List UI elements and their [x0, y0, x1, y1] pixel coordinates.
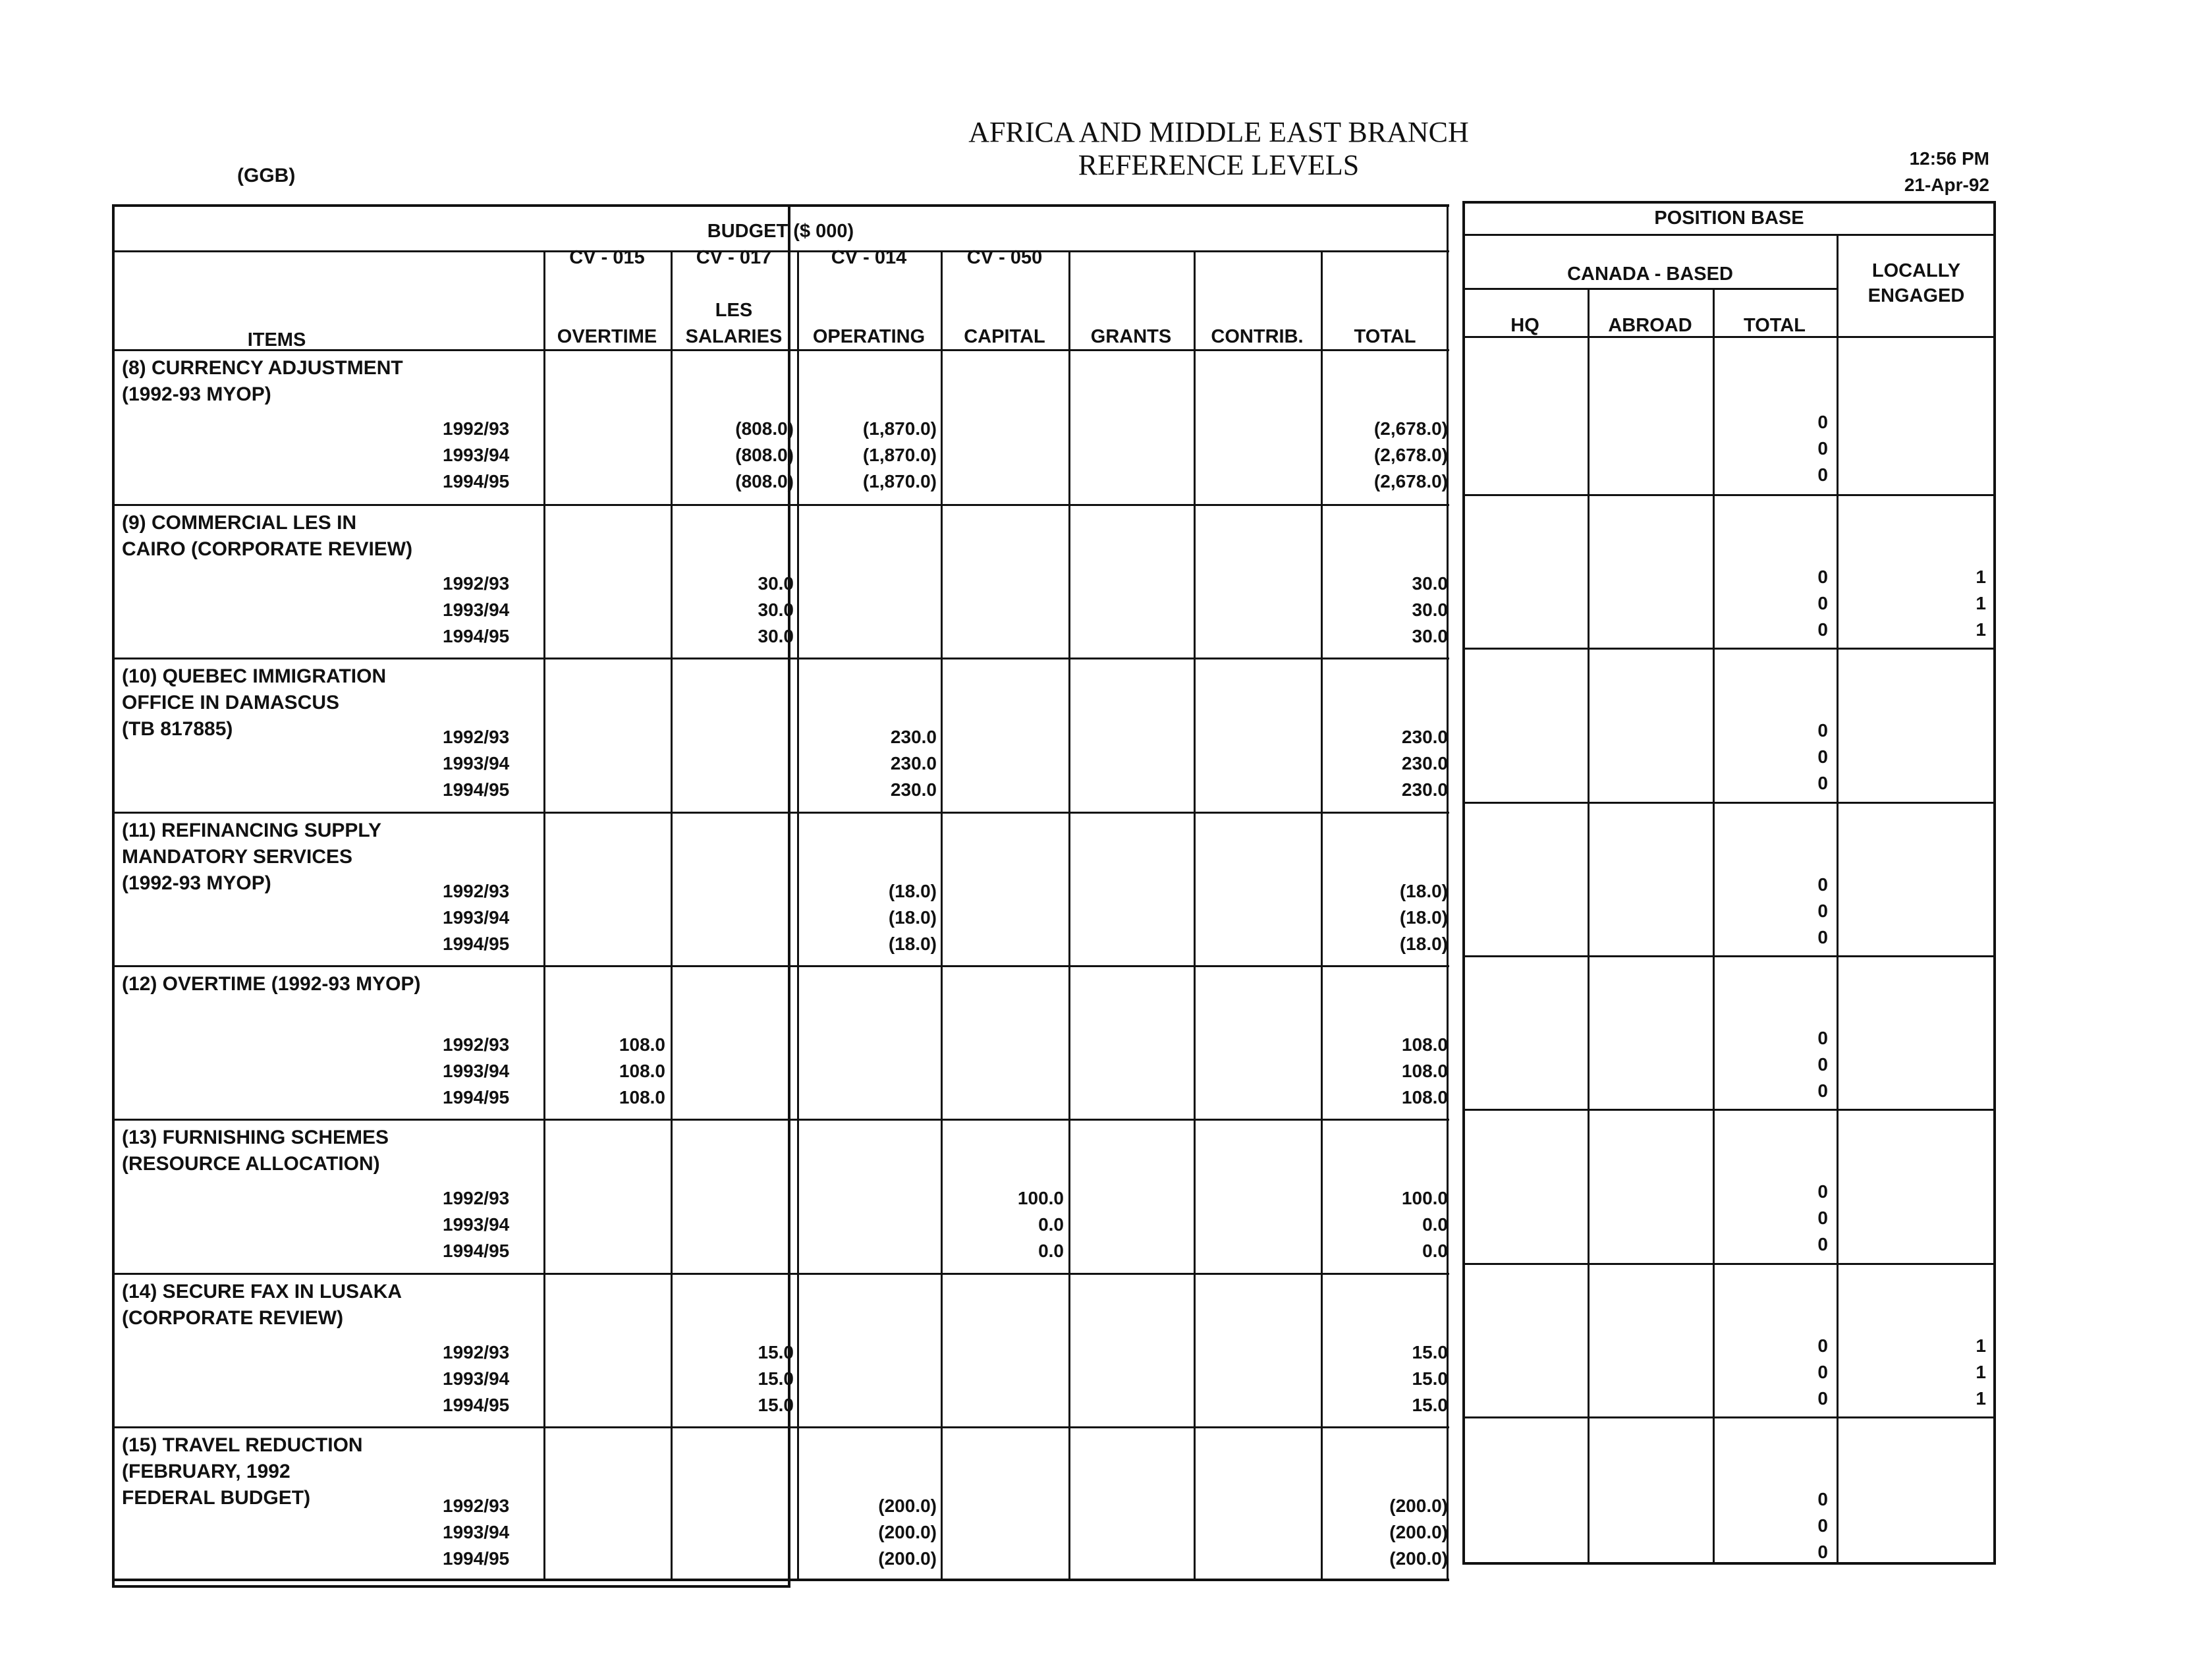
- year-label: 1994/95: [443, 1548, 510, 1569]
- cell-operating: (18.0): [888, 881, 937, 901]
- cell-pos-total: 0: [1817, 1489, 1828, 1509]
- col-code-salaries: CV - 017: [696, 247, 772, 268]
- cell-operating: (200.0): [878, 1496, 937, 1516]
- year-label: 1993/94: [443, 907, 510, 928]
- year-label: 1994/95: [443, 779, 510, 800]
- year-label: 1992/93: [443, 1034, 510, 1055]
- year-label: 1993/94: [443, 1214, 510, 1235]
- cell-locally-engaged: 1: [1976, 593, 1986, 613]
- col-line-grants: [1068, 250, 1070, 1581]
- cell-pos-total: 0: [1817, 720, 1828, 741]
- section-title: (RESOURCE ALLOCATION): [122, 1153, 380, 1175]
- year-label: 1992/93: [443, 418, 510, 439]
- col-label-operating: OPERATING: [812, 326, 926, 347]
- cell-total: 30.0: [1412, 626, 1448, 646]
- cell-total: 30.0: [1412, 600, 1448, 620]
- col-label-locally: LOCALLY: [1871, 260, 1961, 281]
- cell-operating: 230.0: [890, 753, 937, 773]
- cell-salaries: 30.0: [758, 573, 794, 594]
- cell-overtime: 108.0: [619, 1034, 665, 1055]
- cell-total: 15.0: [1412, 1342, 1448, 1362]
- cell-salaries: 30.0: [758, 626, 794, 646]
- cell-pos-total: 0: [1817, 901, 1828, 921]
- year-label: 1992/93: [443, 573, 510, 594]
- position-section-divider: [1462, 648, 1996, 650]
- cell-pos-total: 0: [1817, 1515, 1828, 1536]
- cell-pos-total: 0: [1817, 438, 1828, 459]
- col-label-les: LES: [715, 300, 753, 321]
- section-title: (14) SECURE FAX IN LUSAKA: [122, 1281, 402, 1302]
- cell-pos-total: 0: [1817, 927, 1828, 947]
- cell-pos-total: 0: [1817, 1335, 1828, 1356]
- section-title: (11) REFINANCING SUPPLY: [122, 820, 381, 841]
- year-label: 1993/94: [443, 1368, 510, 1389]
- section-title: (TB 817885): [122, 718, 233, 740]
- cell-pos-total: 0: [1817, 1362, 1828, 1382]
- col-label-pos-total: TOTAL: [1744, 315, 1806, 336]
- year-label: 1993/94: [443, 753, 510, 773]
- col-label-engaged: ENGAGED: [1867, 285, 1965, 306]
- cell-operating: (1,870.0): [862, 418, 937, 439]
- cell-total: (18.0): [1399, 881, 1448, 901]
- document-code: (GGB): [237, 165, 296, 186]
- section-title: CAIRO (CORPORATE REVIEW): [122, 538, 413, 560]
- cell-salaries: 30.0: [758, 600, 794, 620]
- cell-pos-total: 0: [1817, 773, 1828, 793]
- position-section-divider: [1462, 955, 1996, 957]
- year-label: 1994/95: [443, 626, 510, 646]
- year-label: 1993/94: [443, 1522, 510, 1542]
- year-label: 1994/95: [443, 934, 510, 954]
- cell-pos-total: 0: [1817, 412, 1828, 432]
- section-title: (CORPORATE REVIEW): [122, 1307, 344, 1329]
- col-label-salaries: SALARIES: [685, 326, 783, 347]
- col-code-overtime: CV - 015: [569, 247, 645, 268]
- col-line-overtime: [543, 250, 545, 1581]
- cell-total: (200.0): [1389, 1548, 1448, 1569]
- cell-operating: (18.0): [888, 907, 937, 928]
- cell-locally-engaged: 1: [1976, 567, 1986, 587]
- cell-operating: (1,870.0): [862, 445, 937, 465]
- budget-group-title: BUDGET ($ 000): [707, 221, 854, 242]
- cell-total: 15.0: [1412, 1395, 1448, 1415]
- col-label-total: TOTAL: [1354, 326, 1416, 347]
- cell-pos-total: 0: [1817, 1234, 1828, 1254]
- cell-overtime: 108.0: [619, 1087, 665, 1107]
- col-code-capital: CV - 050: [966, 247, 1043, 268]
- cell-total: (2,678.0): [1373, 445, 1448, 465]
- year-label: 1992/93: [443, 1342, 510, 1362]
- col-label-hq: HQ: [1510, 315, 1539, 336]
- canada-based-title: CANADA - BASED: [1567, 264, 1733, 285]
- cell-salaries: (808.0): [735, 445, 794, 465]
- col-line-operating: [797, 250, 799, 1581]
- col-label-contrib: CONTRIB.: [1211, 326, 1304, 347]
- position-section-divider: [1462, 1109, 1996, 1111]
- year-label: 1992/93: [443, 1496, 510, 1516]
- cell-operating: 230.0: [890, 727, 937, 747]
- section-divider: [112, 1273, 1449, 1275]
- cell-pos-total: 0: [1817, 1181, 1828, 1202]
- cell-capital: 100.0: [1017, 1188, 1064, 1208]
- section-title: FEDERAL BUDGET): [122, 1487, 311, 1509]
- section-divider: [112, 658, 1449, 659]
- section-divider: [112, 965, 1449, 967]
- col-line-abroad: [1713, 288, 1715, 1565]
- col-label-abroad: ABROAD: [1608, 315, 1692, 336]
- section-divider: [112, 1426, 1449, 1428]
- year-label: 1992/93: [443, 727, 510, 747]
- cell-total: 108.0: [1401, 1087, 1448, 1107]
- position-section-divider: [1462, 1416, 1996, 1418]
- year-label: 1993/94: [443, 1061, 510, 1081]
- title-line-2: REFERENCE LEVELS: [1078, 149, 1360, 181]
- cell-total: (18.0): [1399, 934, 1448, 954]
- cell-total: 108.0: [1401, 1034, 1448, 1055]
- cell-total: 230.0: [1401, 727, 1448, 747]
- section-title: (12) OVERTIME (1992-93 MYOP): [122, 973, 421, 995]
- section-title: (15) TRAVEL REDUCTION: [122, 1434, 363, 1456]
- cell-total: 230.0: [1401, 779, 1448, 800]
- section-title: (1992-93 MYOP): [122, 383, 271, 405]
- cell-operating: (18.0): [888, 934, 937, 954]
- year-label: 1994/95: [443, 471, 510, 491]
- year-label: 1993/94: [443, 445, 510, 465]
- col-label-grants: GRANTS: [1090, 326, 1172, 347]
- cell-total: 230.0: [1401, 753, 1448, 773]
- section-title: (9) COMMERCIAL LES IN: [122, 512, 357, 534]
- col-line-capital: [941, 250, 943, 1581]
- cell-salaries: 15.0: [758, 1342, 794, 1362]
- cell-total: 15.0: [1412, 1368, 1448, 1389]
- cell-locally-engaged: 1: [1976, 1388, 1986, 1409]
- position-section-divider: [1462, 1263, 1996, 1265]
- position-group-title: POSITION BASE: [1654, 208, 1804, 229]
- col-line-hq: [1588, 288, 1590, 1565]
- cell-pos-total: 0: [1817, 464, 1828, 485]
- cell-pos-total: 0: [1817, 1388, 1828, 1409]
- cell-total: (2,678.0): [1373, 471, 1448, 491]
- cell-pos-total: 0: [1817, 1080, 1828, 1101]
- cell-pos-total: 0: [1817, 874, 1828, 895]
- position-section-divider: [1462, 494, 1996, 496]
- section-title: (8) CURRENCY ADJUSTMENT: [122, 357, 403, 379]
- title-line-1: AFRICA AND MIDDLE EAST BRANCH: [968, 116, 1469, 148]
- cell-operating: (200.0): [878, 1548, 937, 1569]
- print-time: 12:56 PM: [1909, 148, 1989, 169]
- cell-operating: (1,870.0): [862, 471, 937, 491]
- cell-pos-total: 0: [1817, 1028, 1828, 1048]
- cell-total: (18.0): [1399, 907, 1448, 928]
- section-title: (FEBRUARY, 1992: [122, 1461, 290, 1482]
- cell-capital: 0.0: [1038, 1241, 1064, 1261]
- cell-locally-engaged: 1: [1976, 1335, 1986, 1356]
- cell-total: 30.0: [1412, 573, 1448, 594]
- cell-locally-engaged: 1: [1976, 1362, 1986, 1382]
- section-divider: [112, 1119, 1449, 1121]
- cell-pos-total: 0: [1817, 593, 1828, 613]
- cell-pos-total: 0: [1817, 1542, 1828, 1562]
- section-title: MANDATORY SERVICES: [122, 846, 353, 868]
- cell-total: (200.0): [1389, 1496, 1448, 1516]
- section-divider: [112, 504, 1449, 506]
- section-divider: [112, 812, 1449, 814]
- col-line-contrib: [1194, 250, 1196, 1581]
- year-label: 1992/93: [443, 1188, 510, 1208]
- col-label-capital: CAPITAL: [964, 326, 1045, 347]
- print-date: 21-Apr-92: [1904, 175, 1989, 195]
- cell-salaries: (808.0): [735, 471, 794, 491]
- cell-pos-total: 0: [1817, 1054, 1828, 1075]
- cell-operating: 230.0: [890, 779, 937, 800]
- cell-pos-total: 0: [1817, 619, 1828, 640]
- cell-pos-total: 0: [1817, 1208, 1828, 1228]
- year-label: 1992/93: [443, 881, 510, 901]
- cell-pos-total: 0: [1817, 567, 1828, 587]
- col-label-overtime: OVERTIME: [557, 326, 657, 347]
- cell-total: (200.0): [1389, 1522, 1448, 1542]
- col-code-operating: CV - 014: [831, 247, 907, 268]
- section-title: (1992-93 MYOP): [122, 872, 271, 894]
- year-label: 1993/94: [443, 600, 510, 620]
- section-title: OFFICE IN DAMASCUS: [122, 692, 339, 714]
- position-title-bottom: [1462, 234, 1996, 236]
- cell-total: 100.0: [1401, 1188, 1448, 1208]
- cell-total: (2,678.0): [1373, 418, 1448, 439]
- items-header: ITEMS: [247, 329, 306, 350]
- cell-overtime: 108.0: [619, 1061, 665, 1081]
- col-line-pos-total: [1837, 234, 1839, 1565]
- year-label: 1994/95: [443, 1087, 510, 1107]
- year-label: 1994/95: [443, 1241, 510, 1261]
- cell-pos-total: 0: [1817, 746, 1828, 767]
- section-title: (10) QUEBEC IMMIGRATION: [122, 665, 387, 687]
- position-frame: [1462, 201, 1996, 1565]
- cell-locally-engaged: 1: [1976, 619, 1986, 640]
- section-title: (13) FURNISHING SCHEMES: [122, 1127, 389, 1148]
- cell-operating: (200.0): [878, 1522, 937, 1542]
- position-section-divider: [1462, 802, 1996, 804]
- year-label: 1994/95: [443, 1395, 510, 1415]
- cell-salaries: (808.0): [735, 418, 794, 439]
- cell-total: 0.0: [1422, 1214, 1448, 1235]
- cell-salaries: 15.0: [758, 1368, 794, 1389]
- cell-total: 0.0: [1422, 1241, 1448, 1261]
- canada-based-bottom: [1462, 288, 1838, 290]
- cell-salaries: 15.0: [758, 1395, 794, 1415]
- cell-capital: 0.0: [1038, 1214, 1064, 1235]
- cell-total: 108.0: [1401, 1061, 1448, 1081]
